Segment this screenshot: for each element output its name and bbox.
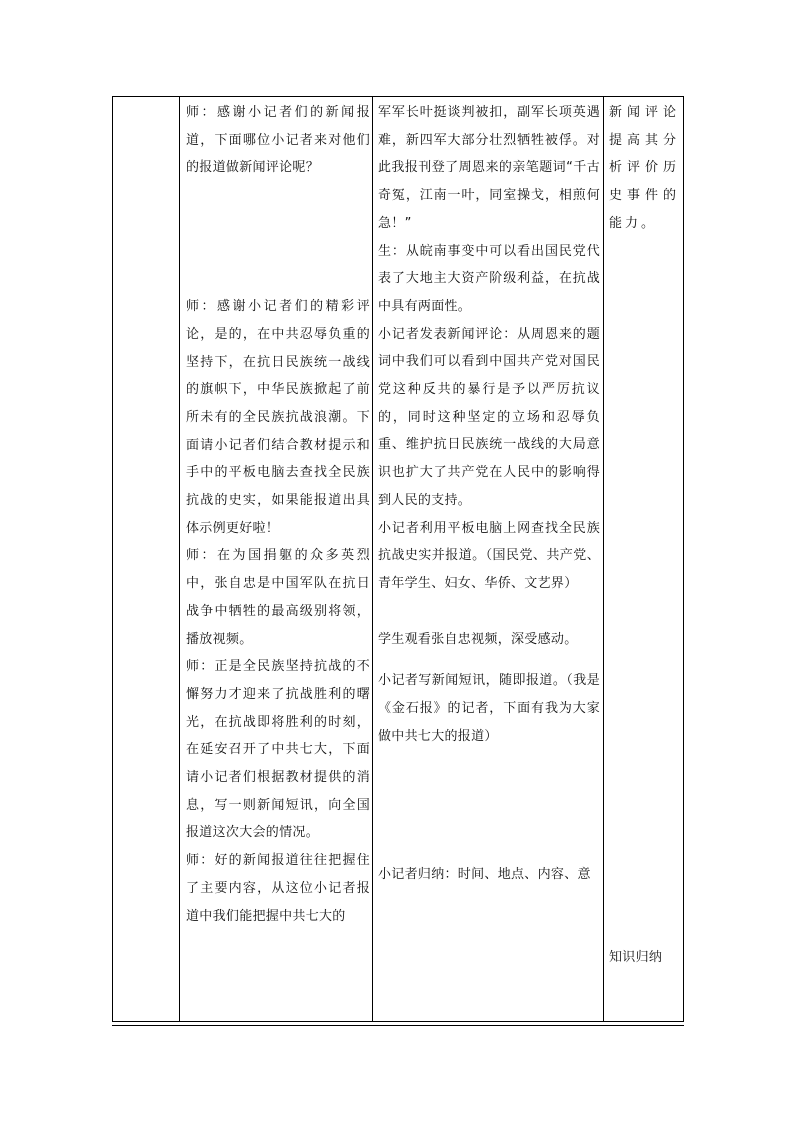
design-intent-column — [609, 99, 679, 971]
student-paragraph: 小记者利用平板电脑上网查找全民族抗战史实并报道。（国民党、共产党、青年学生、妇女、华侨、文艺界） — [378, 520, 600, 591]
column-divider-2 — [372, 96, 373, 1022]
table-bottom-rule — [112, 1025, 684, 1026]
student-paragraph: 小记者发表新闻评论：从周恩来的题词中我们可以看到中国共产党对国民党这种反共的暴行是予以严厉抗议的，同时这种坚定的立场和忍辱负重、维护抗日民族统一战线的大局意识也扩大了共产党在人民中的影响得到人民的支持。 — [378, 326, 600, 508]
student-paragraph: 军军长叶挺谈判被扣，副军长项英遇难，新四军大部分壮烈牺牲被俘。对此我报刊登了周恩来的亲笔题词“千古奇冤，江南一叶，同室操戈，相煎何急！” — [378, 105, 600, 231]
column-divider-1 — [179, 96, 180, 1022]
student-paragraph: 小记者写新闻短讯，随即报道。（我是《金石报》的记者，下面有我为大家做中共七大的报道） — [378, 673, 600, 744]
student-activity-column — [378, 99, 600, 889]
intent-paragraph: 新闻评论提高其分析评价历史事件的能力。 — [609, 105, 679, 231]
intent-paragraph: 知识归纳 — [609, 949, 663, 965]
teacher-paragraph: 师：感谢小记者们的新闻报道，下面哪位小记者来对他们的报道做新闻评论呢？ — [186, 105, 370, 176]
column-divider-3 — [603, 96, 604, 1022]
teacher-paragraph: 师：感谢小记者们的精彩评论，是的，在中共忍辱负重的坚持下，在抗日民族统一战线的旗帜下，中华民族掀起了前所未有的全民族抗战浪潮。下面请小记者们结合教材提示和手中的平板电脑去查找全民族抗战的史实，如果能报道出具体示例更好啦！ — [186, 299, 370, 536]
student-paragraph: 学生观看张自忠视频，深受感动。 — [378, 631, 578, 647]
teacher-paragraph: 师：好的新闻报道往往把握住了主要内容，从这位小记者报道中我们能把握中共七大的 — [186, 853, 370, 924]
teacher-paragraph: 师：在为国捐躯的众多英烈中，张自忠是中国军队在抗日战争中牺牲的最高级别将领，播放视频。 — [186, 548, 370, 647]
student-paragraph: 生：从皖南事变中可以看出国民党代表了大地主大资产阶级利益，在抗战中具有两面性。 — [378, 243, 600, 314]
teacher-activity-column — [186, 99, 370, 930]
student-paragraph: 小记者归纳：时间、地点、内容、意 — [378, 867, 591, 883]
teacher-paragraph: 师：正是全民族坚持抗战的不懈努力才迎来了抗战胜利的曙光，在抗战即将胜利的时刻，在延安召开了中共七大，下面请小记者们根据教材提供的消息，写一则新闻短讯，向全国报道这次大会的情况。 — [186, 659, 370, 841]
